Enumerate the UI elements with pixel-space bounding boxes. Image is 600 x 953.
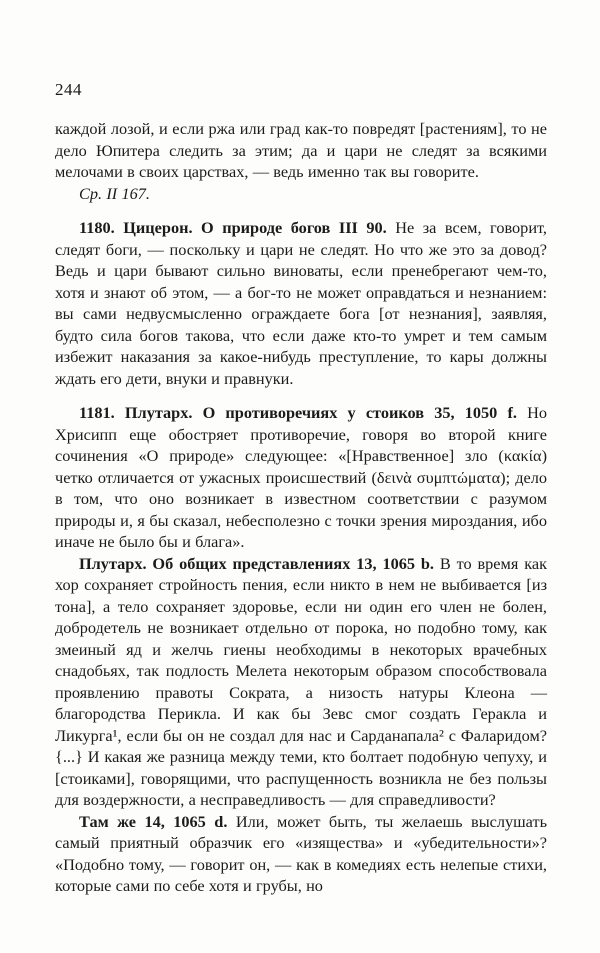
fragment-1180-heading: 1180. Цицерон. О природе богов III 90. [79, 218, 387, 237]
page-number: 244 [55, 80, 82, 99]
fragment-1181-heading: 1181. Плутарх. О противоречиях у стоиков 35, 1050 f. [79, 403, 517, 422]
fragment-1065b [55, 553, 547, 811]
fragment-1181 [55, 402, 547, 553]
fragment-1180 [55, 217, 547, 389]
fragment-1065d-heading: Там же 14, 1065 d. [79, 811, 228, 831]
fragment-1180-text: Не за всем, говорит, следят боги, — поскольку и цари не следят. Но что же это за довод? Ведь и цари бывают сильно виноваты, если пренебрегают чем-то, хотя и знают об этом, — а бог-то не может оправдаться и незнанием: вы сами недвусмысленно ограждаете бога [от незнания], заявляя, будто сила богов такова, что если даже кто-то умрет и тем самым избежит наказания за какое-нибудь преступление, то кары должны ждать его дети, внуки и правнуки. [55, 218, 547, 388]
cross-reference: Ср. II 167. [79, 183, 150, 203]
fragment-1065b-text: В то время как хор сохраняет стройность пения, если никто в нем не выбивается [из тона], а тело сохраняет здоровье, если ни один его член не болен, добродетель не возникает отдельно от порока, но подобно тому, как змеиный яд и желчь гиены необходимы в некоторых врачебных снадобьях, так подлость Мелета некоторым образом способствовала проявлению правоты Сократа, а низость натуры Клеона — благородства Перикла. И как бы Зевс смог создать Геракла и Ликурга¹, если бы он не создал для нас и Сарданапала² с Фаларидом? {...} И какая же разница между теми, кто болтает подобную чепуху, и [стоиками], говорящими, что распущенность возникла не без пользы для воздержности, а несправедливость — для справедливости? [55, 553, 547, 809]
body-text [55, 118, 547, 897]
fragment-1065d [55, 811, 547, 897]
fragment-1065d-text: Или, может быть, ты желаешь выслушать самый приятный образчик его «изящества» и «убедительности»? «Подобно тому, — говорит он, — как в комедиях есть нелепые стихи, которые сами по себе хотя и грубы, но [55, 811, 548, 895]
fragment-1065b-heading: Плутарх. Об общих представлениях 13, 1065 b. [79, 553, 434, 573]
fragment-1181-text: Но Хрисипп еще обостряет противоречие, говоря во второй книге сочинения «О природе» следующее: «[Нравственное] зло (κακία) четко отличается от ужасных происшествий (δεινὰ συμπτώματα); дело в том, что оно возникает в известном соответствии с разумом природы и, я бы сказал, небесполезно с точки зрения мироздания, ибо иначе не было бы и блага». [55, 403, 547, 551]
paragraph-continuation: каждой лозой, и если ржа или град как-то повредят [растениям], то не дело Юпитера следить за этим; да и цари не следят за всякими мелочами в своих царствах, — ведь именно так вы говорите. [55, 119, 547, 181]
